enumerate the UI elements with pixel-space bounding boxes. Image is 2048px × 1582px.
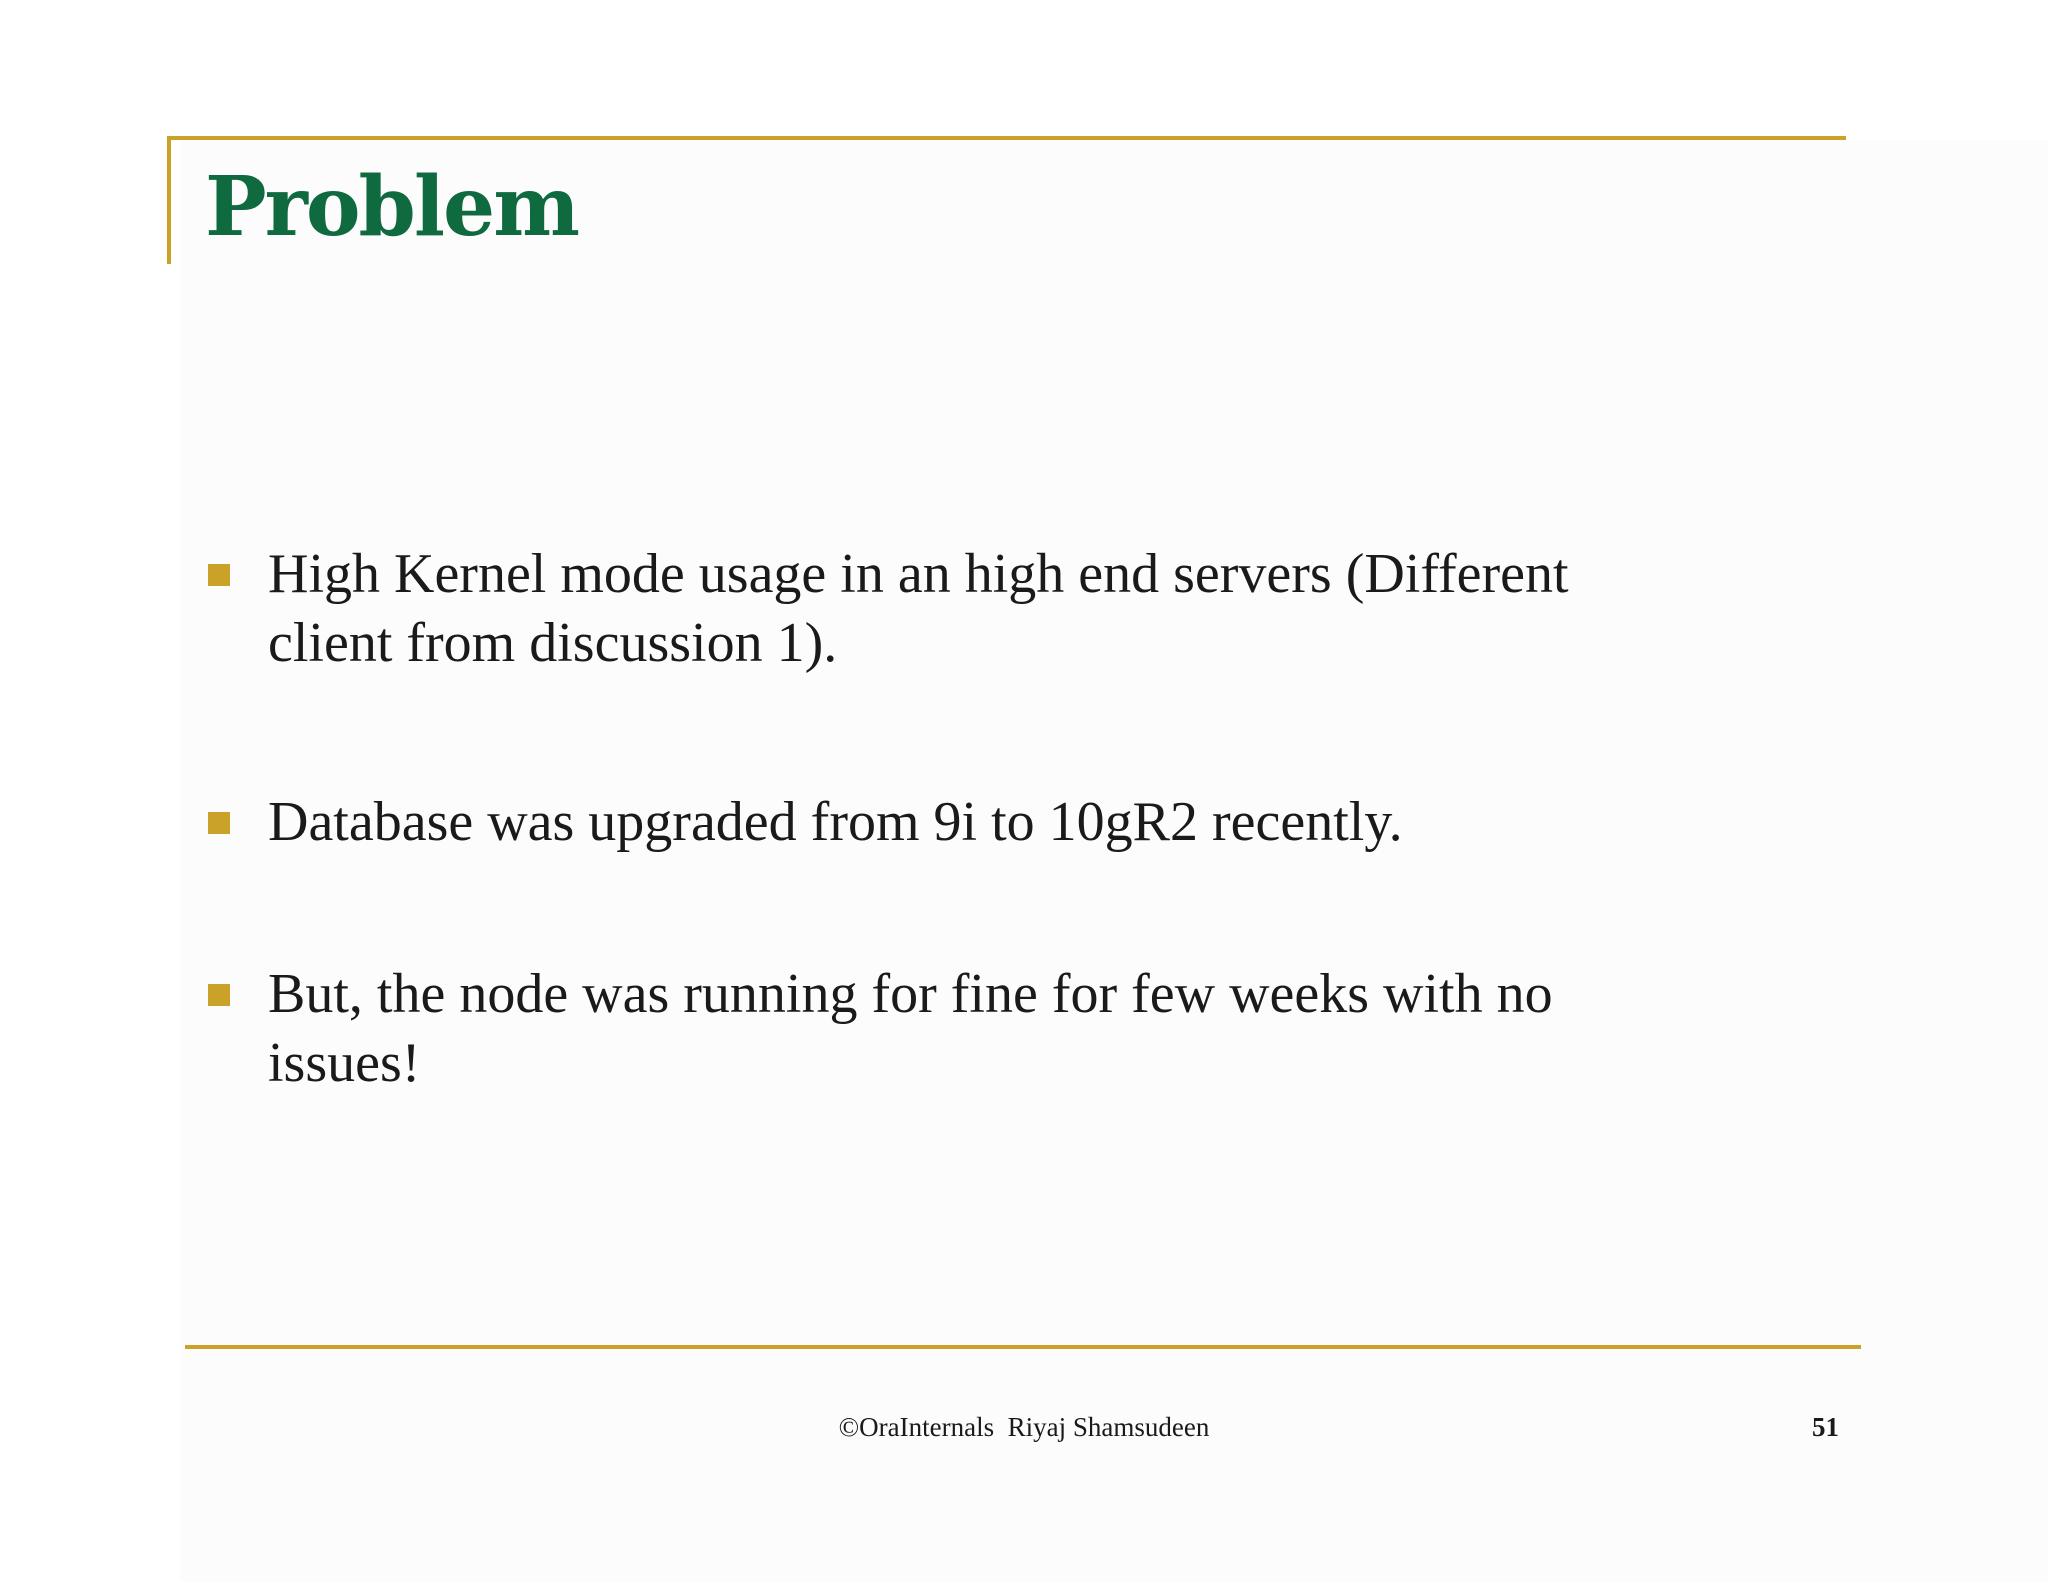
title-top-rule <box>167 136 1846 140</box>
bullet-item <box>205 960 1705 1098</box>
bullet-text: High Kernel mode usage in an high end servers (Different client from discussion 1). <box>268 543 1569 674</box>
square-bullet-icon <box>208 812 230 834</box>
square-bullet-icon <box>208 984 230 1006</box>
footer-rule <box>185 1345 1861 1349</box>
slide-title: Problem <box>205 159 578 255</box>
square-bullet-icon <box>208 564 230 586</box>
bullet-item <box>205 540 1705 678</box>
page-number: 51 <box>1812 1412 1839 1442</box>
bullet-text: But, the node was running for fine for few weeks with no issues! <box>268 963 1553 1094</box>
bullet-text: Database was upgraded from 9i to 10gR2 recently. <box>268 791 1403 853</box>
footer-copyright: ©OraInternals Riyaj Shamsudeen <box>838 1412 1210 1442</box>
title-left-rule <box>167 136 171 264</box>
bullet-list <box>205 540 1705 1208</box>
bullet-item <box>205 788 1705 857</box>
